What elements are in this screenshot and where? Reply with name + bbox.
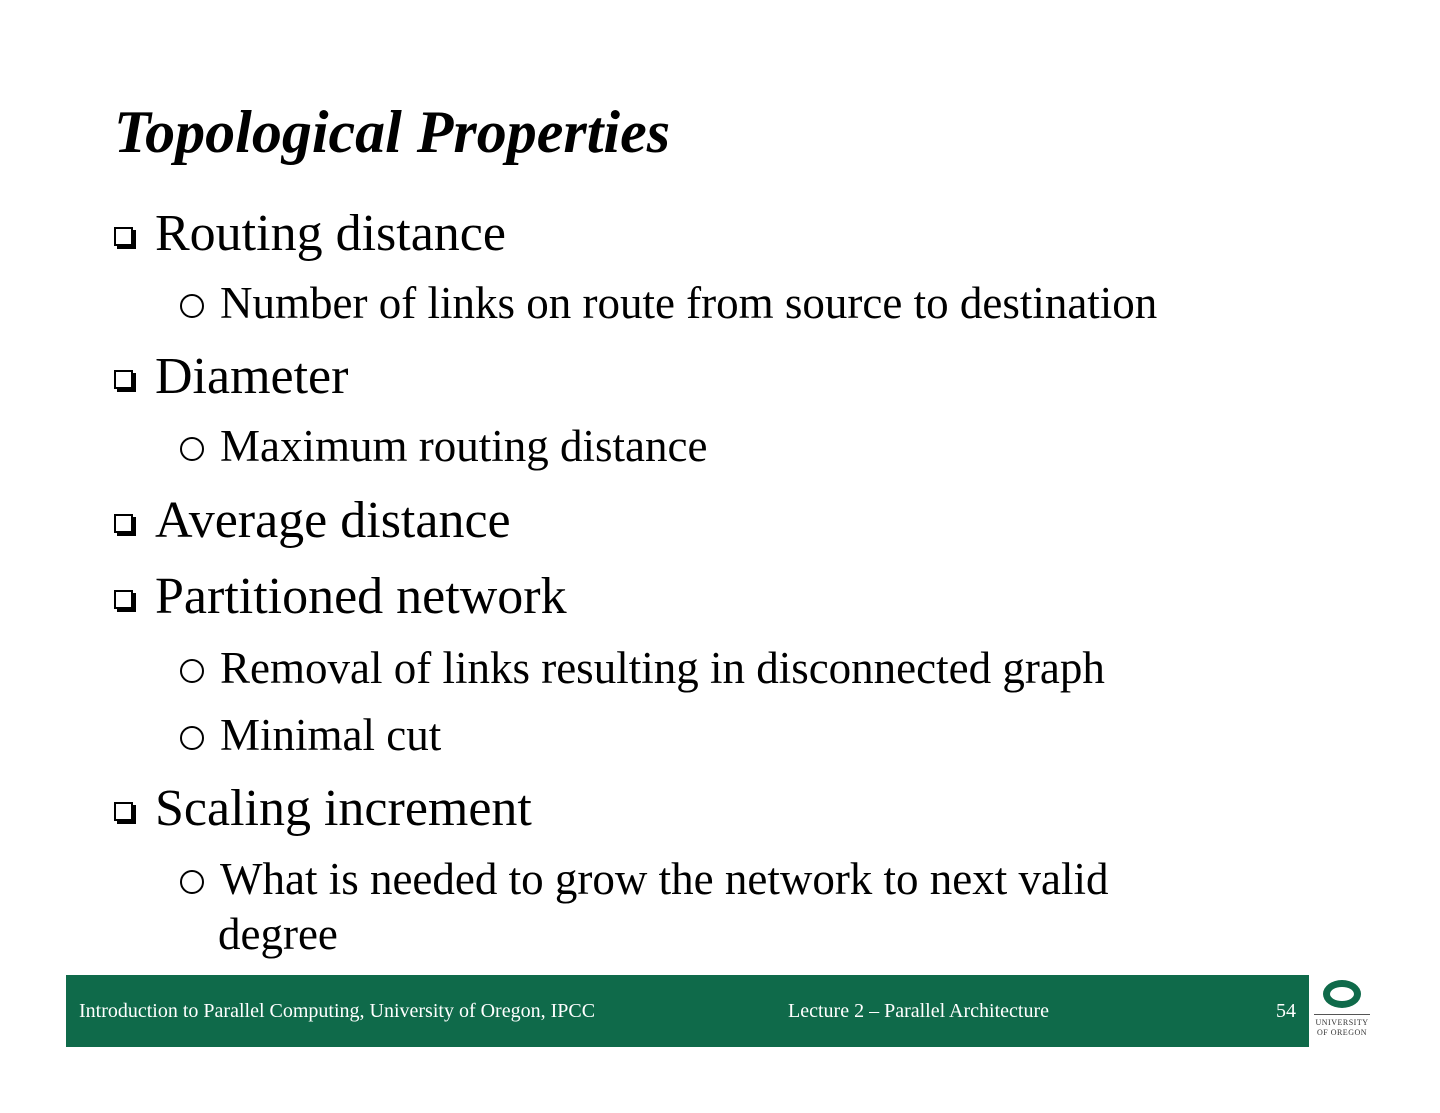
square-bullet-icon bbox=[114, 370, 133, 389]
circle-bullet-icon bbox=[180, 294, 204, 318]
bullet-partitioned-network bbox=[114, 567, 567, 627]
oregon-o-icon bbox=[1323, 980, 1361, 1008]
bullet-average-distance bbox=[114, 491, 511, 551]
footer-bar bbox=[66, 975, 1309, 1047]
bullet-text: Average distance bbox=[155, 492, 511, 549]
slide-title: Topological Properties bbox=[114, 99, 671, 165]
bullet-text: Scaling increment bbox=[155, 780, 532, 837]
subbullet-what-is-needed bbox=[180, 854, 1109, 906]
subbullet-text: Number of links on route from source to destination bbox=[220, 278, 1158, 328]
logo-divider bbox=[1314, 1014, 1370, 1015]
circle-bullet-icon bbox=[180, 870, 204, 894]
subbullet-removal-of-links bbox=[180, 643, 1105, 695]
circle-bullet-icon bbox=[180, 437, 204, 461]
circle-bullet-icon bbox=[180, 726, 204, 750]
bullet-scaling-increment bbox=[114, 779, 532, 839]
circle-bullet-icon bbox=[180, 659, 204, 683]
bullet-diameter bbox=[114, 347, 348, 407]
subbullet-maximum-routing-distance bbox=[180, 421, 707, 473]
subbullet-continuation: degree bbox=[218, 909, 338, 959]
square-bullet-icon bbox=[114, 227, 133, 246]
square-bullet-icon bbox=[114, 802, 133, 821]
university-of-oregon-logo bbox=[1312, 978, 1372, 1048]
square-bullet-icon bbox=[114, 514, 133, 533]
subbullet-text: What is needed to grow the network to next valid bbox=[220, 854, 1109, 904]
bullet-routing-distance bbox=[114, 204, 506, 264]
subbullet-text: Removal of links resulting in disconnected graph bbox=[220, 643, 1105, 693]
bullet-text: Routing distance bbox=[155, 205, 506, 262]
bullet-text: Diameter bbox=[155, 348, 349, 405]
subbullet-text: Maximum routing distance bbox=[220, 421, 708, 471]
subbullet-number-of-links bbox=[180, 278, 1157, 330]
subbullet-minimal-cut bbox=[180, 710, 441, 762]
subbullet-text: Minimal cut bbox=[220, 710, 442, 760]
footer-lecture-title: Lecture 2 – Parallel Architecture bbox=[788, 1000, 1049, 1022]
square-bullet-icon bbox=[114, 590, 133, 609]
bullet-text: Partitioned network bbox=[155, 568, 567, 625]
footer-course-title: Introduction to Parallel Computing, University of Oregon, IPCC bbox=[79, 1000, 596, 1022]
logo-line-1: UNIVERSITY bbox=[1315, 1018, 1369, 1027]
footer-page-number: 54 bbox=[1276, 1000, 1296, 1022]
logo-line-2: OF OREGON bbox=[1316, 1028, 1368, 1037]
